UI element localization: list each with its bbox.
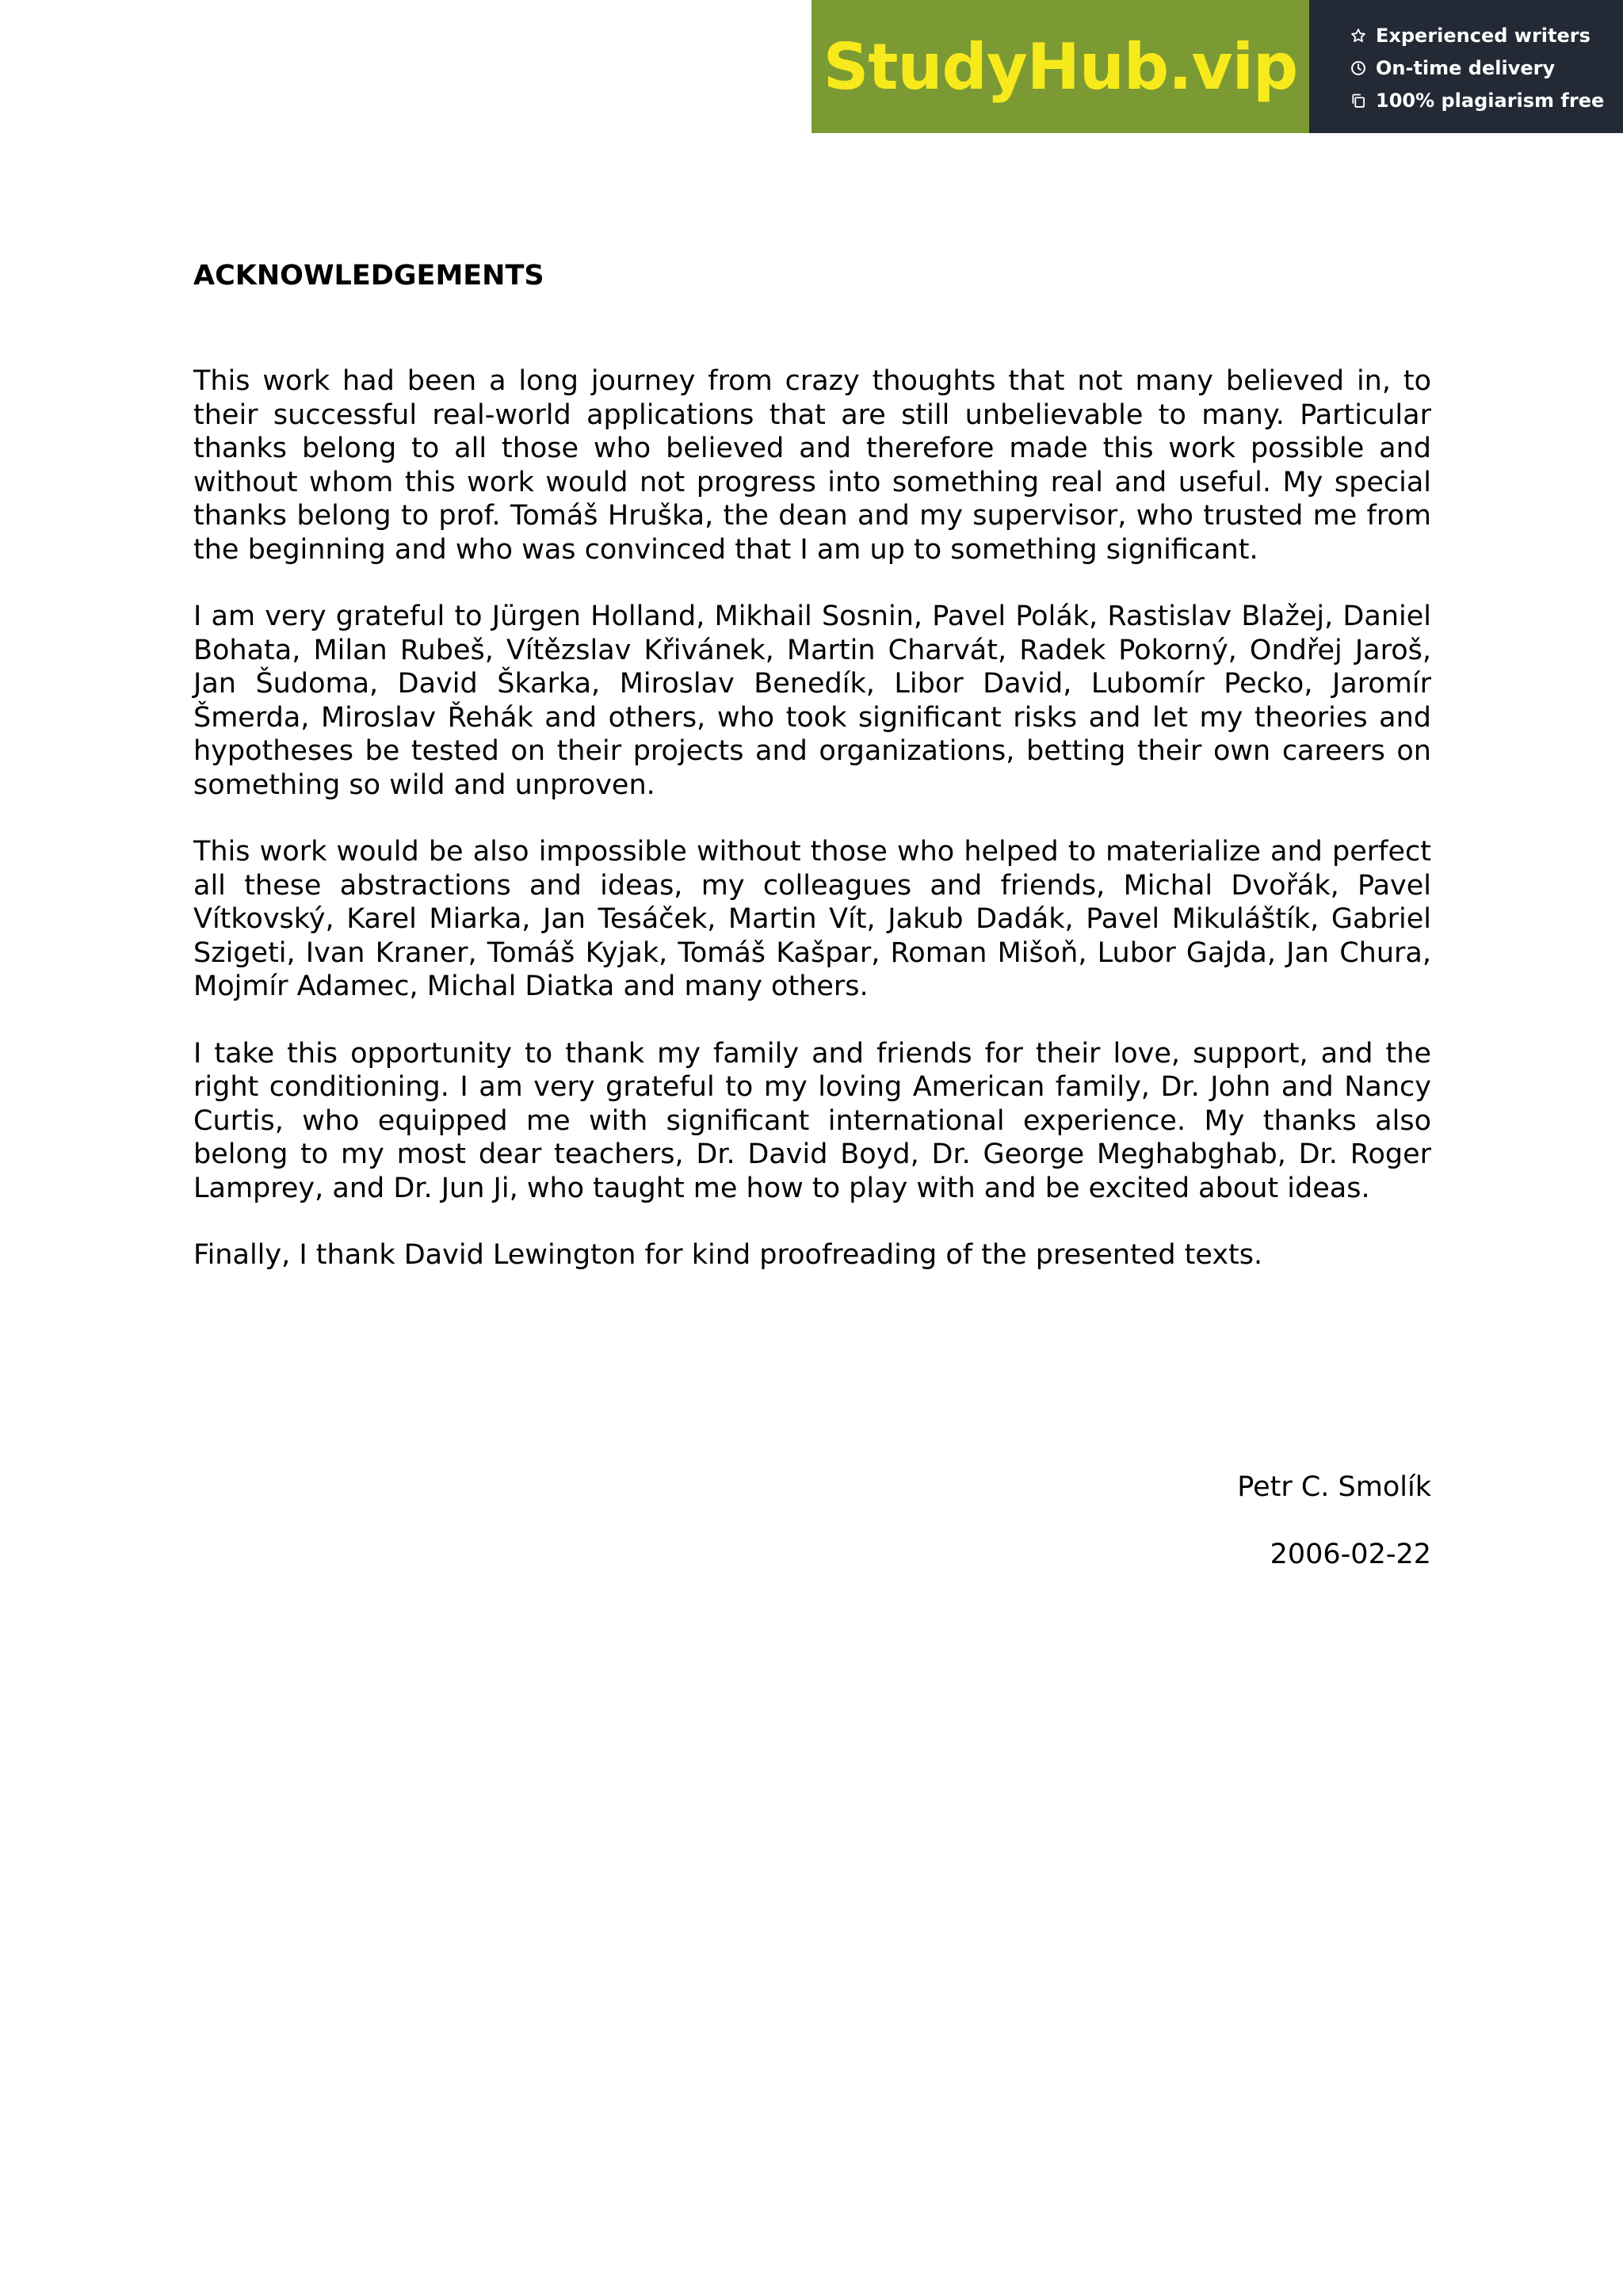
feature-item-writers	[1350, 19, 1623, 51]
document-body	[193, 258, 1431, 1306]
signature-name: Petr C. Smolík	[1237, 1471, 1431, 1503]
feature-label: 100% plagiarism free	[1376, 89, 1605, 112]
signature-date: 2006-02-22	[1270, 1539, 1431, 1570]
page-title: ACKNOWLEDGEMENTS	[193, 260, 544, 292]
paragraph-colleagues: This work would be also impossible without those who helped to materialize and perfect all these abstractions and ideas, my colleagues and friends, Michal Dvořák, Pavel Vítkovský, Karel Miarka, Jan Tesáček, Martin Vít, Jakub Dadák, Pavel Mikuláštík, Gabriel Szigeti, Ivan Kraner, Tomáš Kyjak, Tomáš Kašpar, Roman Mišoň, Lubor Gajda, Jan Chura, Mojmír Adamec, Michal Diatka and many others.	[193, 836, 1431, 1002]
brand-logo[interactable]	[812, 0, 1309, 133]
paragraph-family: I take this opportunity to thank my family and friends for their love, support, and the right conditioning. I am very grateful to my loving American family, Dr. John and Nancy Curtis, who equipped me with significant international experience. My thanks also belong to my most dear teachers, Dr. David Boyd, Dr. George Meghabghab, Dr. Roger Lamprey, and Dr. Jun Ji, who taught me how to play with and be excited about ideas.	[193, 1037, 1431, 1204]
feature-item-delivery	[1350, 51, 1623, 84]
copy-document-icon	[1350, 93, 1371, 109]
brand-name: StudyHub.vip	[823, 29, 1298, 104]
star-outline-icon	[1350, 28, 1371, 44]
paragraph-proofreading: Finally, I thank David Lewington for kind proofreading of the presented texts.	[193, 1239, 1263, 1271]
clock-icon	[1350, 60, 1371, 76]
paragraph-grateful: I am very grateful to Jürgen Holland, Mikhail Sosnin, Pavel Polák, Rastislav Blažej, Daniel Bohata, Milan Rubeš, Vítězslav Křivánek, Martin Charvát, Radek Pokorný, Ondřej Jaroš, Jan Šudoma, David Škarka, Miroslav Benedík, Libor David, Lubomír Pecko, Jaromír Šmerda, Miroslav Řehák and others, who took significant risks and let my theories and hypotheses be tested on their projects and organizations, betting their own careers on something so wild and unproven.	[193, 601, 1431, 801]
studyhub-banner[interactable]	[812, 0, 1623, 133]
feature-item-plagiarism	[1350, 84, 1623, 116]
paragraph-intro: This work had been a long journey from crazy thoughts that not many believed in, to their successful real-world applications that are still unbelievable to many. Particular thanks belong to all those who believed and therefore made this work possible and without whom this work would not progress into something real and useful. My special thanks belong to prof. Tomáš Hruška, the dean and my supervisor, who trusted me from the beginning and who was convinced that I am up to something significant.	[193, 365, 1431, 566]
feature-label: On-time delivery	[1376, 56, 1556, 79]
feature-label: Experienced writers	[1376, 24, 1591, 47]
feature-list	[1309, 0, 1623, 133]
